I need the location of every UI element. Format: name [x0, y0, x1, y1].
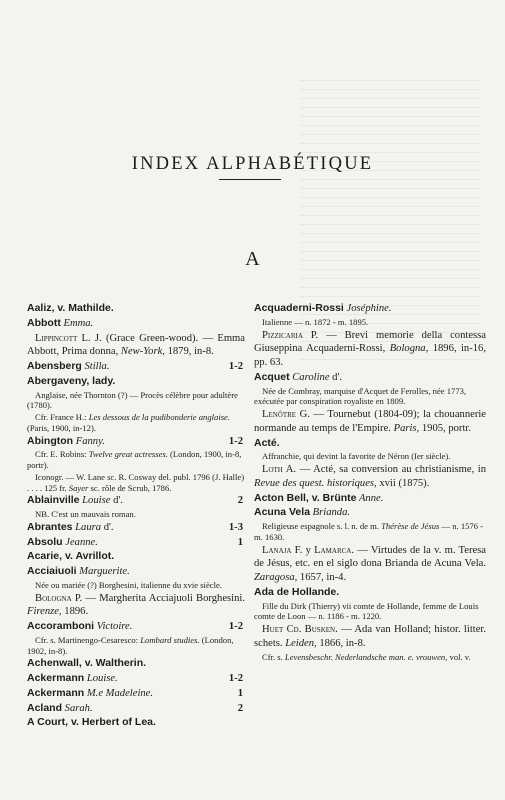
author-name: Pizzicaria: [262, 329, 303, 341]
index-entry: [254, 302, 486, 316]
headword-group: [27, 317, 93, 331]
note-text: Affranchie, qui devint la favorite de Néron (Ier siècle).: [262, 451, 451, 462]
headword: Abensberg: [27, 360, 82, 373]
headword: Aaliz,: [27, 302, 55, 314]
given-name: Louise.: [84, 673, 118, 685]
note-text: NB. C'est un mauvais roman.: [35, 509, 136, 519]
given-name: Sarah.: [62, 702, 93, 714]
given-name: Caroline: [289, 371, 330, 383]
note-text-cont: — n. 1576 - m. 1630.: [254, 521, 484, 542]
headword-line: [27, 672, 245, 686]
given-name: Marguerite.: [76, 566, 130, 578]
entry-note: [27, 472, 245, 493]
headword: Absolu: [27, 535, 63, 548]
note-text: Cfr. France H.:: [35, 412, 89, 423]
right-column: [254, 302, 486, 663]
note-text: Italienne — n. 1872 - m. 1895.: [262, 316, 369, 327]
ref-text: P. — Margherita Acciajuoli Borghesini.: [71, 592, 245, 604]
headword: Achenwall,: [27, 657, 82, 670]
headword: Abergaveny,: [27, 374, 90, 387]
headword-line: [254, 492, 486, 506]
ref-text: A. — Acté, sa conversion au christianisme, in: [282, 464, 486, 476]
note-text: Née de Combray, marquise d'Acquet de Ferolles, née 1773, exécutée par conspiration royaliste en 1809.: [254, 385, 467, 407]
ref-text: . — Ada van Holland; histor. litter. schets.: [254, 624, 486, 649]
note-italic: Sayer: [68, 482, 89, 493]
headword: Ablainville: [27, 494, 80, 507]
headword: Acté.: [254, 436, 280, 449]
headword-line: [27, 360, 245, 374]
index-entry: [27, 375, 245, 389]
headword-line: [254, 371, 486, 385]
note-text: Iconogr. — W. Lane sc. R. Cosway del. publ. 1796 (J. Halle) . . . . 125 fr.: [27, 471, 245, 493]
author-name: Lamarca: [314, 544, 352, 556]
headword: A Court,: [27, 716, 69, 729]
headword-rest: v. Brünte: [308, 491, 357, 504]
bibliography-ref: [254, 623, 486, 651]
entry-note: [254, 652, 486, 663]
bibliography-ref: [254, 329, 486, 370]
note-text-cont: vol. v.: [447, 651, 471, 662]
author-name: Loth: [262, 464, 283, 476]
author-name: Lanaja: [262, 544, 292, 556]
title-rule: [219, 179, 281, 180]
index-entry: [27, 702, 245, 716]
headword-line: [254, 506, 486, 520]
note-italic: Thérèse de Jésus: [381, 521, 440, 532]
headword-group: [27, 360, 110, 374]
headword-group: [27, 702, 93, 716]
headword-line: [27, 687, 245, 701]
note-text: Cfr. s.: [262, 651, 285, 662]
volume-ref: 1-2: [228, 621, 243, 633]
note-text-cont: (Paris, 1900, in-12).: [27, 422, 96, 433]
headword-group: [27, 521, 114, 535]
headword-line: [254, 586, 486, 600]
ref-text-cont: 1879, in-8.: [164, 346, 214, 358]
index-entry: [27, 620, 245, 634]
index-entry: [254, 437, 486, 451]
letter-heading: A: [245, 248, 260, 270]
given-name: Brianda.: [310, 507, 351, 519]
headword-line: [254, 437, 486, 451]
given-name: Louise: [79, 495, 111, 507]
note-text: Née ou mariée (?) Borghesini, italienne du xvie siècle.: [35, 579, 222, 590]
headword-line: [27, 716, 245, 730]
volume-ref: 1: [237, 536, 243, 548]
ref-italic: New-York,: [120, 346, 165, 358]
author-name: Bologna: [35, 592, 72, 604]
headword-group: [27, 435, 105, 449]
headword-group: [254, 586, 339, 600]
bibliography-ref: [254, 544, 486, 585]
given-name: Stilla.: [81, 361, 110, 373]
index-entry: [27, 494, 245, 508]
headword-group: [27, 565, 130, 579]
note-text-cont: sc. rôle de Scrub, 1786.: [88, 482, 172, 493]
note-text-cont: (London, 1900, in-8, portr).: [27, 449, 242, 471]
entry-note: [27, 449, 245, 470]
note-text: Religieuse espagnole s. l. n. de m.: [262, 521, 382, 532]
index-entry: [27, 536, 245, 550]
given-name: Emma.: [60, 317, 94, 329]
note-text: Fille du Dirk (Thierry) vii comte de Hollande, femme de Louis comte de Loon — n. 1186 - m. 1220.: [254, 600, 479, 622]
volume-ref: 1-2: [228, 361, 243, 373]
ref-text-cont: xvii (1875).: [376, 477, 430, 489]
given-name: M.e Madeleine.: [84, 687, 154, 699]
headword: Acquet: [254, 370, 290, 383]
ref-text-cont: 1866, in-8.: [316, 637, 366, 649]
headword-group: [27, 550, 114, 564]
ref-text: . — Virtudes de la v. m. Teresa de Jésus, etc. en el siglo dona Brianda de Acuna Vela.: [254, 544, 487, 570]
index-entry: [27, 317, 245, 331]
headword-rest: d'.: [101, 521, 114, 533]
page-title: INDEX ALPHABÉTIQUE: [131, 154, 374, 175]
headword-line: [27, 565, 245, 579]
headword-group: [27, 620, 132, 634]
headword-group: [254, 492, 383, 506]
volume-ref: 1-2: [228, 435, 243, 447]
index-entry: [27, 360, 245, 374]
headword: Accoramboni: [27, 620, 95, 633]
entry-note: [254, 601, 486, 622]
index-entry: [254, 371, 486, 385]
headword-rest: v. Mathilde.: [54, 302, 114, 314]
index-entry: [27, 565, 245, 579]
ref-text: L. J. (Grace Green-wood). — Emma Abbott, Prima donna,: [27, 332, 245, 358]
entry-note: [254, 451, 486, 462]
note-italic: Twelve great actresses.: [88, 449, 168, 460]
ref-text-cont: 1896, in-16, pp. 63.: [254, 343, 486, 369]
headword-line: [27, 657, 245, 671]
note-italic: Lombard studies.: [140, 634, 200, 645]
headword-rest: v. Avrillot.: [62, 550, 115, 563]
entry-note: [27, 390, 245, 411]
ref-italic: Zaragosa,: [254, 572, 298, 584]
headword-line: [27, 494, 245, 508]
headword-group: [27, 536, 98, 550]
headword: Acton Bell,: [254, 491, 309, 504]
headword-line: [27, 521, 245, 535]
ref-text: P. — Brevi memorie della contessa Giuseppina Acquaderni-Rossi,: [254, 329, 486, 355]
ref-italic: Revue des quest. historiques,: [254, 477, 377, 489]
headword-group: [27, 302, 114, 316]
entry-note: [27, 635, 245, 656]
headword-line: [27, 620, 245, 634]
headword-line: [254, 302, 486, 316]
index-entry: [254, 506, 486, 520]
headword-group: [27, 687, 153, 701]
note-text: Cfr. E. Robins:: [35, 449, 89, 460]
given-name: Victoire.: [94, 621, 133, 633]
headword: Ackermann: [27, 686, 85, 699]
entry-note: [254, 521, 486, 542]
headword-group: [254, 371, 342, 385]
given-name: Jeanne.: [62, 536, 98, 548]
headword: Acciaiuoli: [27, 565, 77, 578]
headword: Acarie,: [27, 550, 63, 563]
ref-text-cont: 1896.: [61, 606, 89, 618]
index-entry: [27, 657, 245, 671]
index-entry: [27, 302, 245, 316]
entry-note: [27, 412, 245, 433]
headword-group: [254, 437, 280, 451]
index-entry: [27, 550, 245, 564]
headword-line: [27, 536, 245, 550]
headword: Acuna Vela: [254, 506, 311, 519]
author-name: Huet Cd. Busken: [262, 624, 336, 636]
index-entry: [27, 672, 245, 686]
headword-group: [27, 375, 115, 389]
entry-note: [254, 317, 486, 328]
headword-rest: v. Herbert of Lea.: [68, 716, 156, 729]
index-entry: [254, 586, 486, 600]
headword-rest: d'.: [110, 495, 123, 507]
headword-group: [27, 657, 146, 671]
headword-rest: v. Waltherin.: [81, 657, 147, 670]
ref-italic: Leiden,: [285, 637, 317, 649]
volume-ref: 2: [237, 702, 243, 714]
bibliography-ref: [27, 592, 245, 620]
headword-line: [27, 375, 245, 389]
headword: Abington: [27, 434, 74, 447]
headword-group: [254, 506, 350, 520]
headword-rest: lady.: [89, 374, 116, 387]
headword-line: [27, 302, 245, 316]
given-name: Joséphine.: [343, 303, 392, 314]
given-name: Fanny.: [73, 435, 105, 447]
headword-line: [27, 435, 245, 449]
ref-text: F. y: [291, 544, 315, 556]
headword-group: [27, 672, 118, 686]
author-name: Lenôtre: [262, 409, 297, 421]
headword-line: [27, 702, 245, 716]
headword-line: [27, 550, 245, 564]
bibliography-ref: [254, 408, 486, 436]
left-column: [27, 302, 245, 731]
given-name: Anne.: [356, 492, 384, 504]
note-text: Anglaise, née Thornton (?) — Procès célèbre pour adultère (1780).: [27, 389, 238, 411]
index-entry: [27, 687, 245, 701]
ref-text-cont: 1657, in-4.: [297, 572, 347, 584]
author-name: Lippincott: [35, 332, 78, 344]
volume-ref: 2: [237, 495, 243, 507]
given-name: Laura: [72, 521, 102, 533]
ref-italic: Paris,: [393, 422, 420, 434]
ref-text-cont: 1905, portr.: [419, 422, 471, 434]
ref-italic: Firenze,: [27, 606, 62, 618]
index-entry: [254, 492, 486, 506]
ref-text: G. — Tournebut (1804-09); la chouannerie normande au temps de l'Empire.: [254, 409, 486, 434]
volume-ref: 1-2: [228, 673, 243, 685]
headword: Ada de Hollande.: [254, 585, 340, 598]
entry-note: [254, 386, 486, 407]
note-text: Cfr. s. Martinengo-Cesaresco:: [35, 634, 141, 645]
ref-italic: Bologna,: [389, 343, 429, 355]
headword-group: [254, 302, 392, 316]
headword-line: [27, 317, 245, 331]
volume-ref: 1-3: [228, 521, 243, 533]
note-text-cont: (London, 1902, in-8).: [27, 634, 234, 656]
headword-group: [27, 716, 156, 730]
headword: Abrantes: [27, 520, 73, 533]
index-entry: [27, 716, 245, 730]
entry-note: [27, 580, 245, 591]
index-entry: [27, 521, 245, 535]
headword: Acland: [27, 701, 63, 714]
volume-ref: 1: [237, 687, 243, 699]
headword: Acquaderni-Rossi: [254, 302, 344, 314]
bibliography-ref: [27, 332, 245, 360]
headword-rest: d'.: [329, 371, 343, 383]
headword: Ackermann: [27, 672, 85, 685]
entry-note: [27, 509, 245, 520]
note-italic: Les dessous de la pudibonderie anglaise.: [88, 412, 231, 423]
bibliography-ref: [254, 463, 486, 491]
note-italic: Levensbeschr. Nederlandsche man. e. vrouwen,: [284, 651, 448, 662]
headword: Abbott: [27, 316, 61, 329]
index-entry: [27, 435, 245, 449]
headword-group: [27, 494, 123, 508]
